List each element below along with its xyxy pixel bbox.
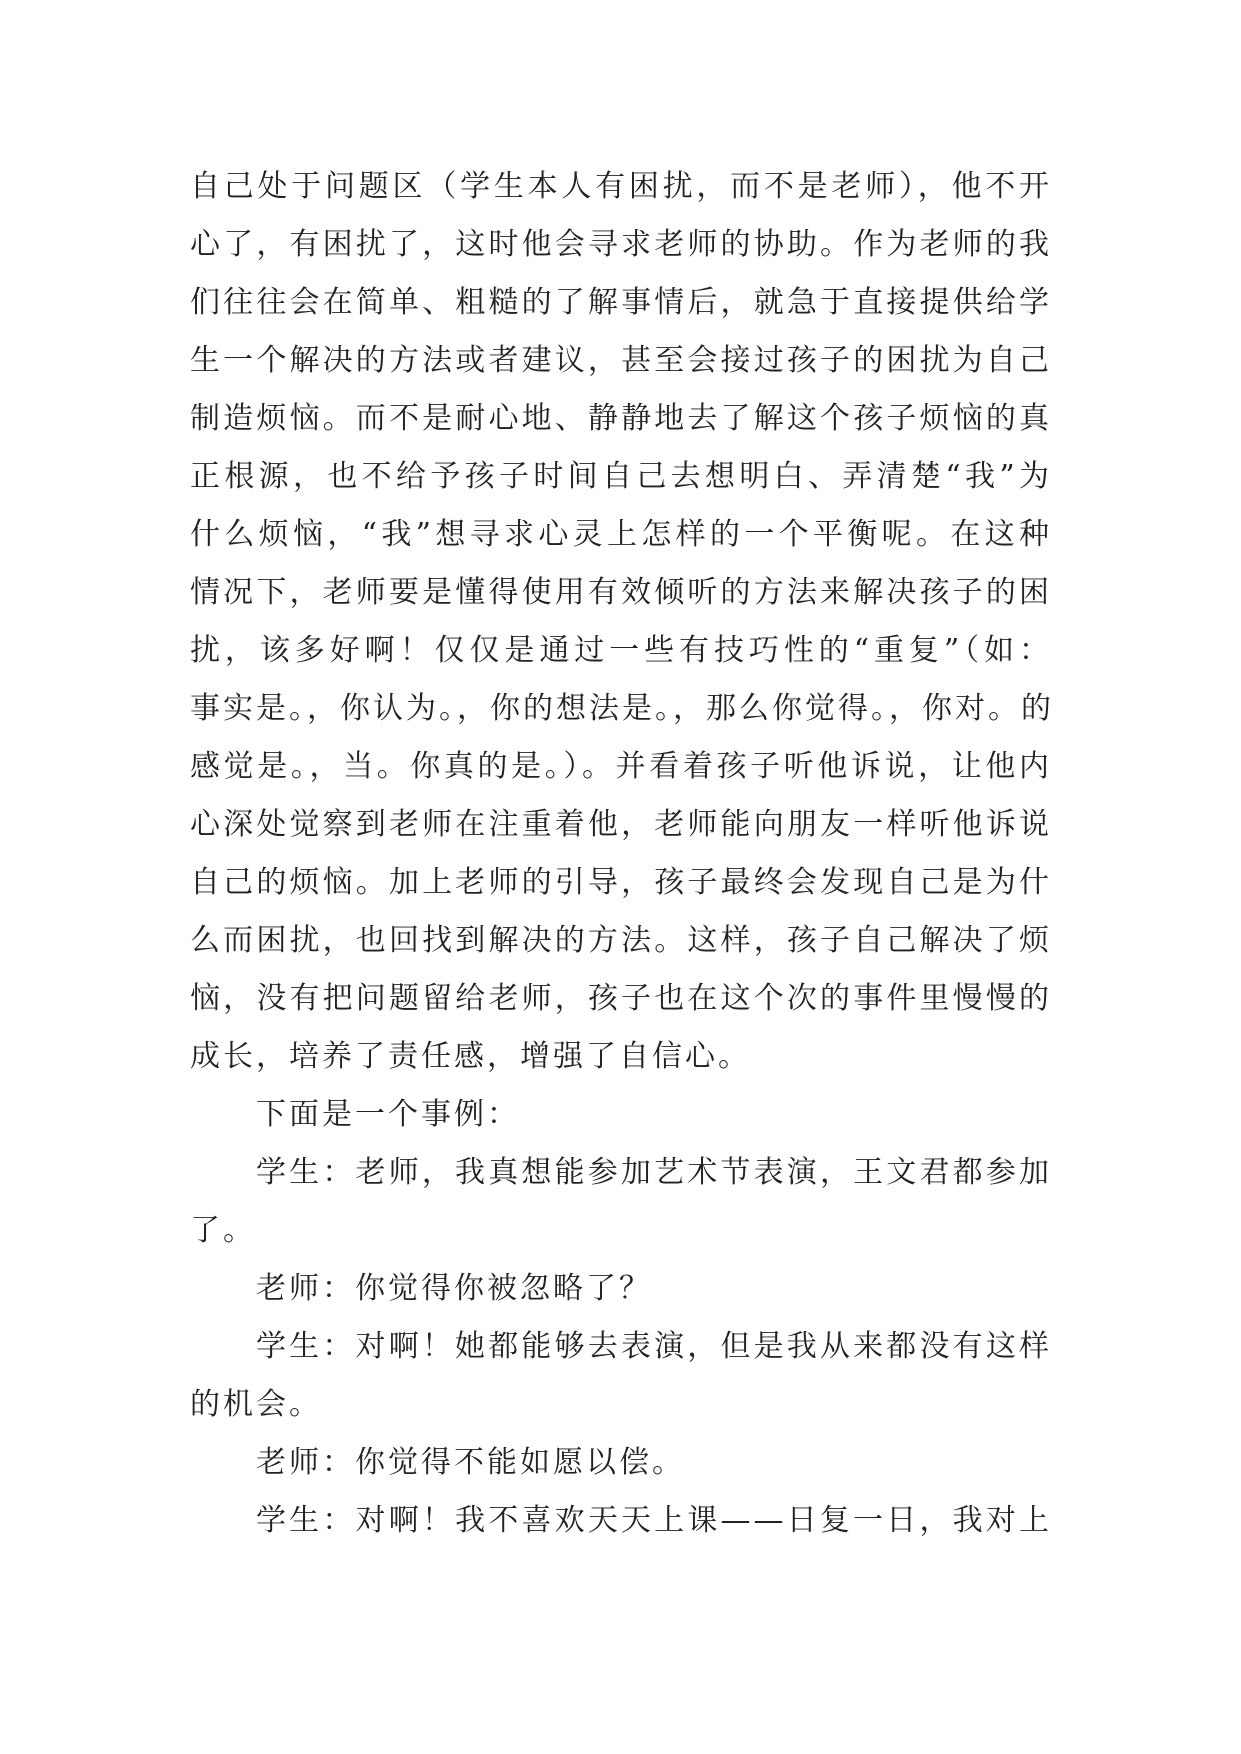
text-line: 生一个解决的方法或者建议，甚至会接过孩子的困扰为自己 <box>190 343 1052 378</box>
body-text <box>190 158 1052 1550</box>
text-line: 了。 <box>190 1213 256 1248</box>
text-line: 学生：对啊！她都能够去表演，但是我从来都没有这样 <box>256 1329 1052 1364</box>
text-line: 们往往会在简单、粗糙的了解事情后，就急于直接提供给学 <box>190 285 1052 320</box>
text-line: 学生：对啊！我不喜欢天天上课——日复一日，我对上 <box>256 1503 1052 1538</box>
text-line: 正根源，也不给予孩子时间自己去想明白、弄清楚“我”为 <box>190 459 1052 494</box>
text-line: 恼，没有把问题留给老师，孩子也在这个次的事件里慢慢的 <box>190 981 1052 1016</box>
text-line: 事实是。，你认为。，你的想法是。，那么你觉得。，你对。的 <box>190 691 1054 726</box>
text-line: 么而困扰，也回找到解决的方法。这样，孩子自己解决了烦 <box>190 923 1052 958</box>
text-line: 制造烦恼。而不是耐心地、静静地去了解这个孩子烦恼的真 <box>190 401 1052 436</box>
text-line: 学生：老师，我真想能参加艺术节表演，王文君都参加 <box>256 1155 1052 1190</box>
text-line: 自己的烦恼。加上老师的引导，孩子最终会发现自己是为什 <box>190 865 1052 900</box>
text-line: 成长，培养了责任感，增强了自信心。 <box>190 1039 751 1074</box>
text-line: 扰，该多好啊！仅仅是通过一些有技巧性的“重复”（如： <box>190 633 1052 668</box>
text-line: 的机会。 <box>190 1387 322 1422</box>
text-line: 老师：你觉得你被忽略了？ <box>256 1271 652 1306</box>
text-line: 什么烦恼，“我”想寻求心灵上怎样的一个平衡呢。在这种 <box>190 517 1052 552</box>
text-line: 自己处于问题区（学生本人有困扰，而不是老师），他不开 <box>190 169 1052 204</box>
text-line: 心深处觉察到老师在注重着他，老师能向朋友一样听他诉说 <box>190 807 1052 842</box>
text-line: 心了，有困扰了，这时他会寻求老师的协助。作为老师的我 <box>190 227 1052 262</box>
text-line: 情况下，老师要是懂得使用有效倾听的方法来解决孩子的困 <box>190 575 1052 610</box>
text-line: 下面是一个事例： <box>256 1097 520 1132</box>
text-line: 感觉是。，当。你真的是。）。并看着孩子听他诉说，让他内 <box>190 749 1052 784</box>
text-line: 老师：你觉得不能如愿以偿。 <box>256 1445 685 1480</box>
